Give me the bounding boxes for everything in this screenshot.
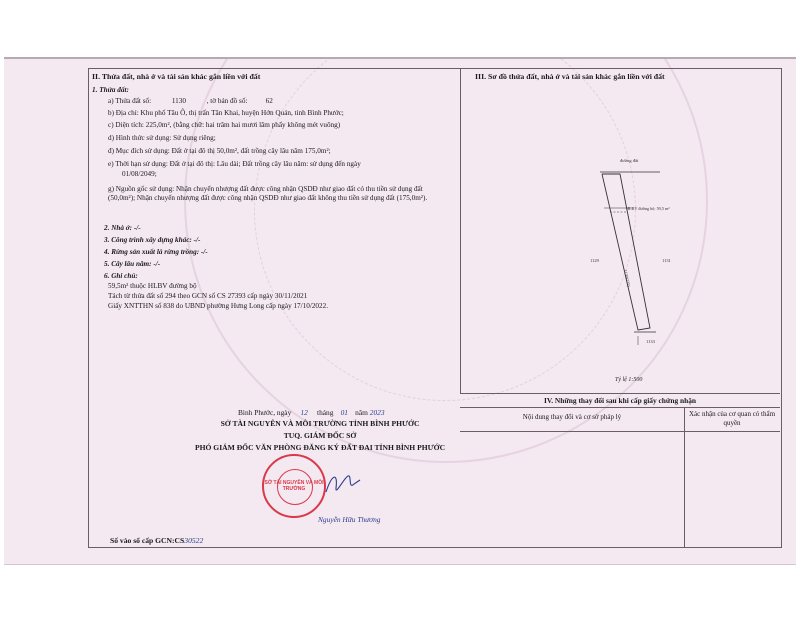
address: b) Địa chỉ: Khu phố Tâu Ô, thị trấn Tân Khai, huyện Hớn Quản, tỉnh Bình Phước; <box>108 109 344 117</box>
map-prefix: , tờ bản đồ số: <box>206 97 248 105</box>
changes-table-title: IV. Những thay đổi sau khi cấp giấy chứng nhận <box>543 396 697 405</box>
land-heading: 1. Thửa đất: <box>92 86 129 94</box>
parcel-line <box>108 97 289 106</box>
usage-term-1: e) Thời hạn sử dụng: Đất ở tại đô thị: Lâu dài; Đất trồng cây lâu năm: sử dụng đến ngày <box>108 160 361 168</box>
section3-heading: III. Sơ đồ thửa đất, nhà ở và tài sản khác gắn liền với đất <box>475 72 665 81</box>
section2-heading: II. Thửa đất, nhà ở và tài sản khác gắn liền với đất <box>92 72 261 81</box>
notes-heading: 6. Ghi chú: <box>104 272 138 280</box>
usage-origin: g) Nguồn gốc sử dụng: Nhận chuyển nhượng đất được công nhận QSDĐ như giao đất có thu tiền sử dụng đất (50,0m²); Nhận chuyển nhượng đất được công nhận QSDĐ như giao đất không thu tiền sử dụng đất (175,0m²). <box>108 185 428 202</box>
sign-day: 12 <box>300 408 308 417</box>
official-seal <box>262 454 326 518</box>
hlbv-label: HLBV đường bộ: 59,5 m² <box>626 206 670 211</box>
forest-info: 4. Rừng sản xuất là rừng trồng: -/- <box>104 248 208 256</box>
lot-left-label: 1129 <box>590 258 599 263</box>
parcel-prefix: a) Thửa đất số: <box>108 97 152 105</box>
scale-label: Tỷ lệ 1:500 <box>615 377 643 383</box>
changes-col-content: Nội dung thay đổi và cơ sở pháp lý <box>522 413 622 421</box>
changes-table <box>460 393 780 547</box>
usage-form: d) Hình thức sử dụng: Sử dụng riêng; <box>108 134 216 142</box>
signer-name: Nguyễn Hữu Thương <box>318 515 381 524</box>
trees-info: 5. Cây lâu năm: -/- <box>104 260 161 268</box>
place-date-prefix: Bình Phước, ngày <box>238 408 292 417</box>
tuq-title: TUQ. GIÁM ĐỐC SỞ <box>283 431 357 440</box>
seal-text: SỞ TÀI NGUYÊN VÀ MÔI TRƯỜNG <box>264 480 324 492</box>
area: c) Diện tích: 225,0m², (bằng chữ: hai trăm hai mươi lăm phẩy không mét vuông) <box>108 121 341 129</box>
note-line-2: Tách từ thửa đất số 294 theo GCN số CS 27393 cấp ngày 30/11/2021 <box>108 292 308 300</box>
signature-scribble <box>322 466 362 500</box>
signer-position: PHÓ GIÁM ĐỐC VĂN PHÒNG ĐĂNG KÝ ĐẤT ĐAI TỈNH BÌNH PHƯỚC <box>194 443 446 452</box>
table-rule-header <box>460 431 780 432</box>
register-number <box>110 536 203 545</box>
note-line-3: Giấy XNTTHN số 838 do UBND phường Hưng Long cấp ngày 17/10/2022. <box>108 302 329 310</box>
table-rule-top <box>460 407 780 408</box>
note-line-1: 59,5m² thuộc HLBV đường bộ <box>108 282 197 290</box>
parcel-sketch <box>560 140 700 380</box>
year-label: năm <box>355 408 368 417</box>
lot-bottom-label: 1133 <box>646 339 655 344</box>
road-label: đường đất <box>620 158 639 163</box>
register-value: 30522 <box>184 536 204 545</box>
register-label: Số vào sổ cấp GCN:CS <box>110 536 185 545</box>
parcel-number: 1130 <box>171 97 186 105</box>
map-number: 62 <box>265 97 273 105</box>
usage-term-2: 01/08/2049; <box>122 170 157 178</box>
lot-center-label: 1130(225) <box>623 269 632 288</box>
month-label: tháng <box>317 408 334 417</box>
usage-purpose: đ) Mục đích sử dụng: Đất ở tại đô thị 50,0m², đất trồng cây lâu năm 175,0m²; <box>108 147 331 155</box>
house-info: 2. Nhà ở: -/- <box>104 224 141 232</box>
sign-month: 01 <box>340 408 348 417</box>
changes-col-confirmation: Xác nhận của cơ quan có thẩm quyền <box>688 410 776 428</box>
lot-right-label: 1131 <box>662 258 671 263</box>
section-divider <box>460 68 461 393</box>
table-column-divider <box>684 407 685 547</box>
place-date <box>238 408 385 417</box>
construction-info: 3. Công trình xây dựng khác: -/- <box>104 236 201 244</box>
sign-year: 2023 <box>369 408 385 417</box>
issuing-org: SỞ TÀI NGUYÊN VÀ MÔI TRƯỜNG TỈNH BÌNH PHƯỚC <box>220 419 420 428</box>
